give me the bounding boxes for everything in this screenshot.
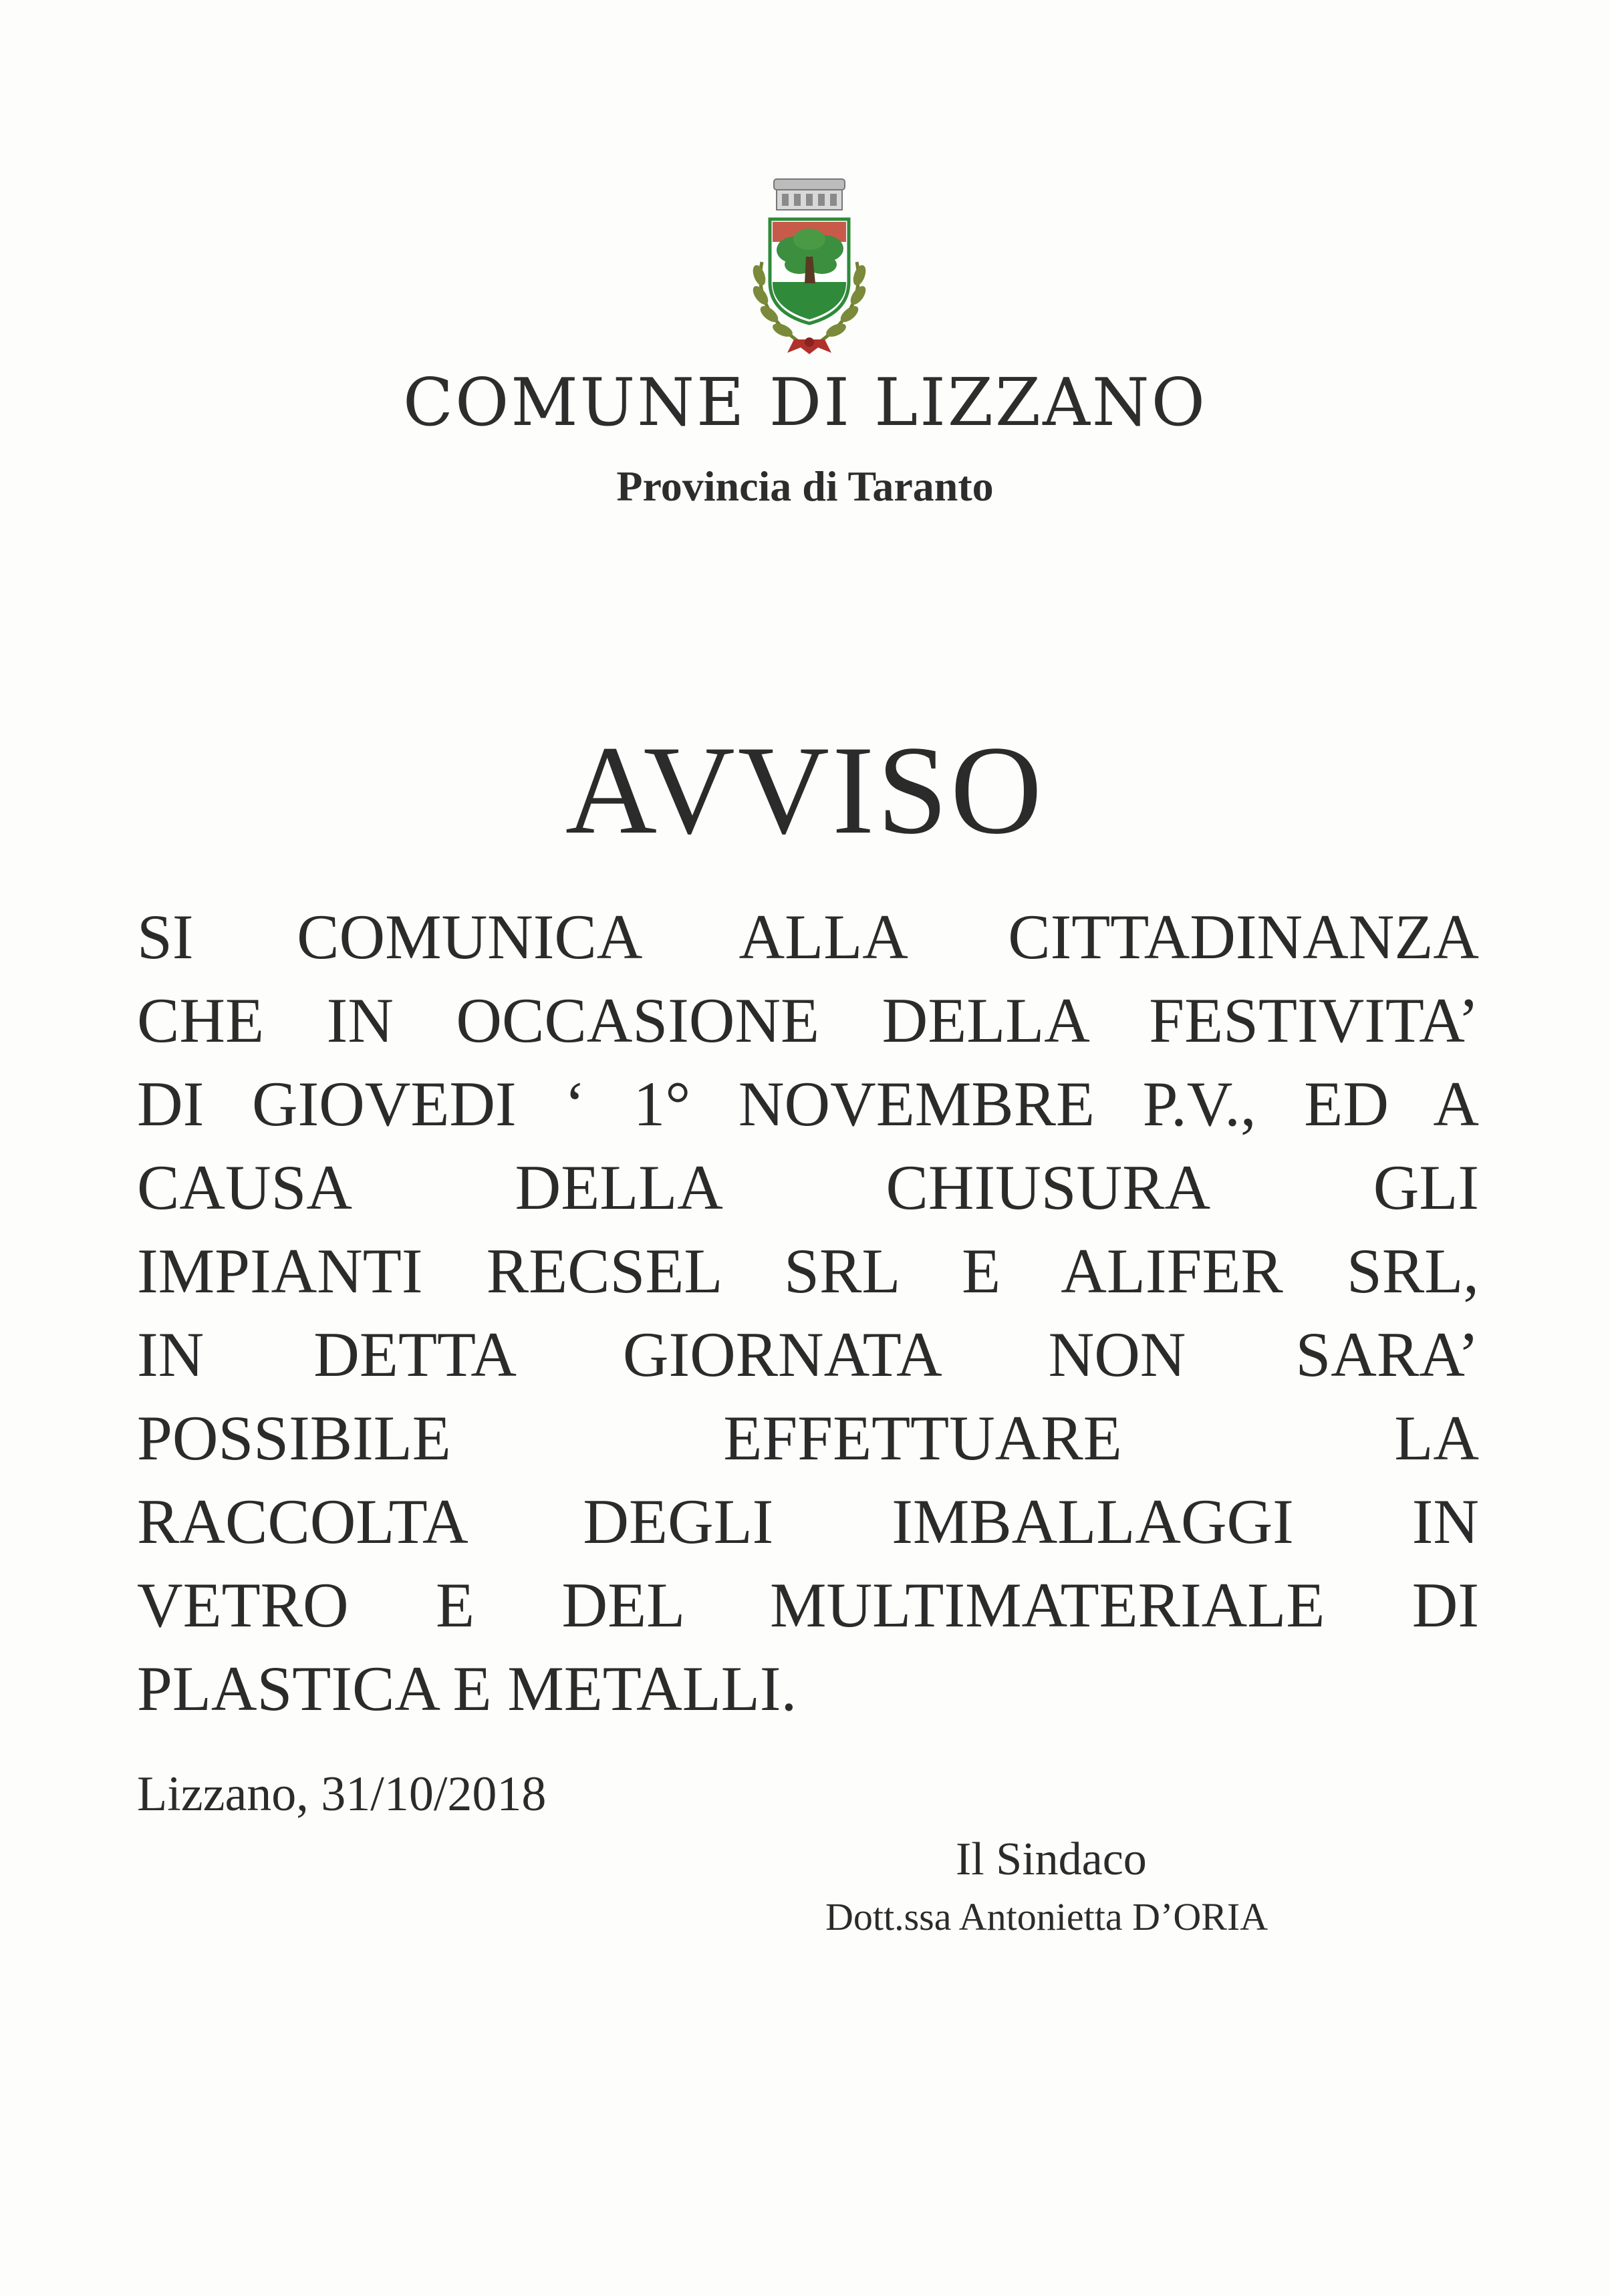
notice-body	[137, 895, 1479, 1731]
coat-of-arms-icon	[732, 175, 886, 362]
notice-line: DI GIOVEDI ‘ 1° NOVEMBRE P.V., ED A	[137, 1068, 1479, 1139]
signer-name: Dott.ssa Antonietta D’ORIA	[825, 1895, 1268, 1939]
signer-title: Il Sindaco	[956, 1834, 1147, 1885]
notice-line: IMPIANTI RECSEL SRL E ALIFER SRL,	[137, 1236, 1479, 1306]
place-and-date: Lizzano, 31/10/2018	[137, 1767, 547, 1822]
municipality-name: COMUNE DI LIZZANO	[403, 365, 1207, 441]
notice-line: POSSIBILE EFFETTUARE LA	[137, 1403, 1479, 1473]
notice-line: RACCOLTA DEGLI IMBALLAGGI IN	[137, 1486, 1479, 1557]
notice-line: CAUSA DELLA CHIUSURA GLI	[137, 1152, 1479, 1223]
notice-line: CHE IN OCCASIONE DELLA FESTIVITA’	[137, 985, 1479, 1056]
notice-title: AVVISO	[565, 720, 1045, 861]
province-name: Provincia di Taranto	[616, 462, 994, 510]
notice-line: VETRO E DEL MULTIMATERIALE DI	[137, 1570, 1479, 1640]
notice-line: SI COMUNICA ALLA CITTADINANZA	[137, 901, 1479, 972]
notice-line: IN DETTA GIORNATA NON SARA’	[137, 1319, 1479, 1390]
notice-line: PLASTICA E METALLI.	[137, 1653, 797, 1724]
